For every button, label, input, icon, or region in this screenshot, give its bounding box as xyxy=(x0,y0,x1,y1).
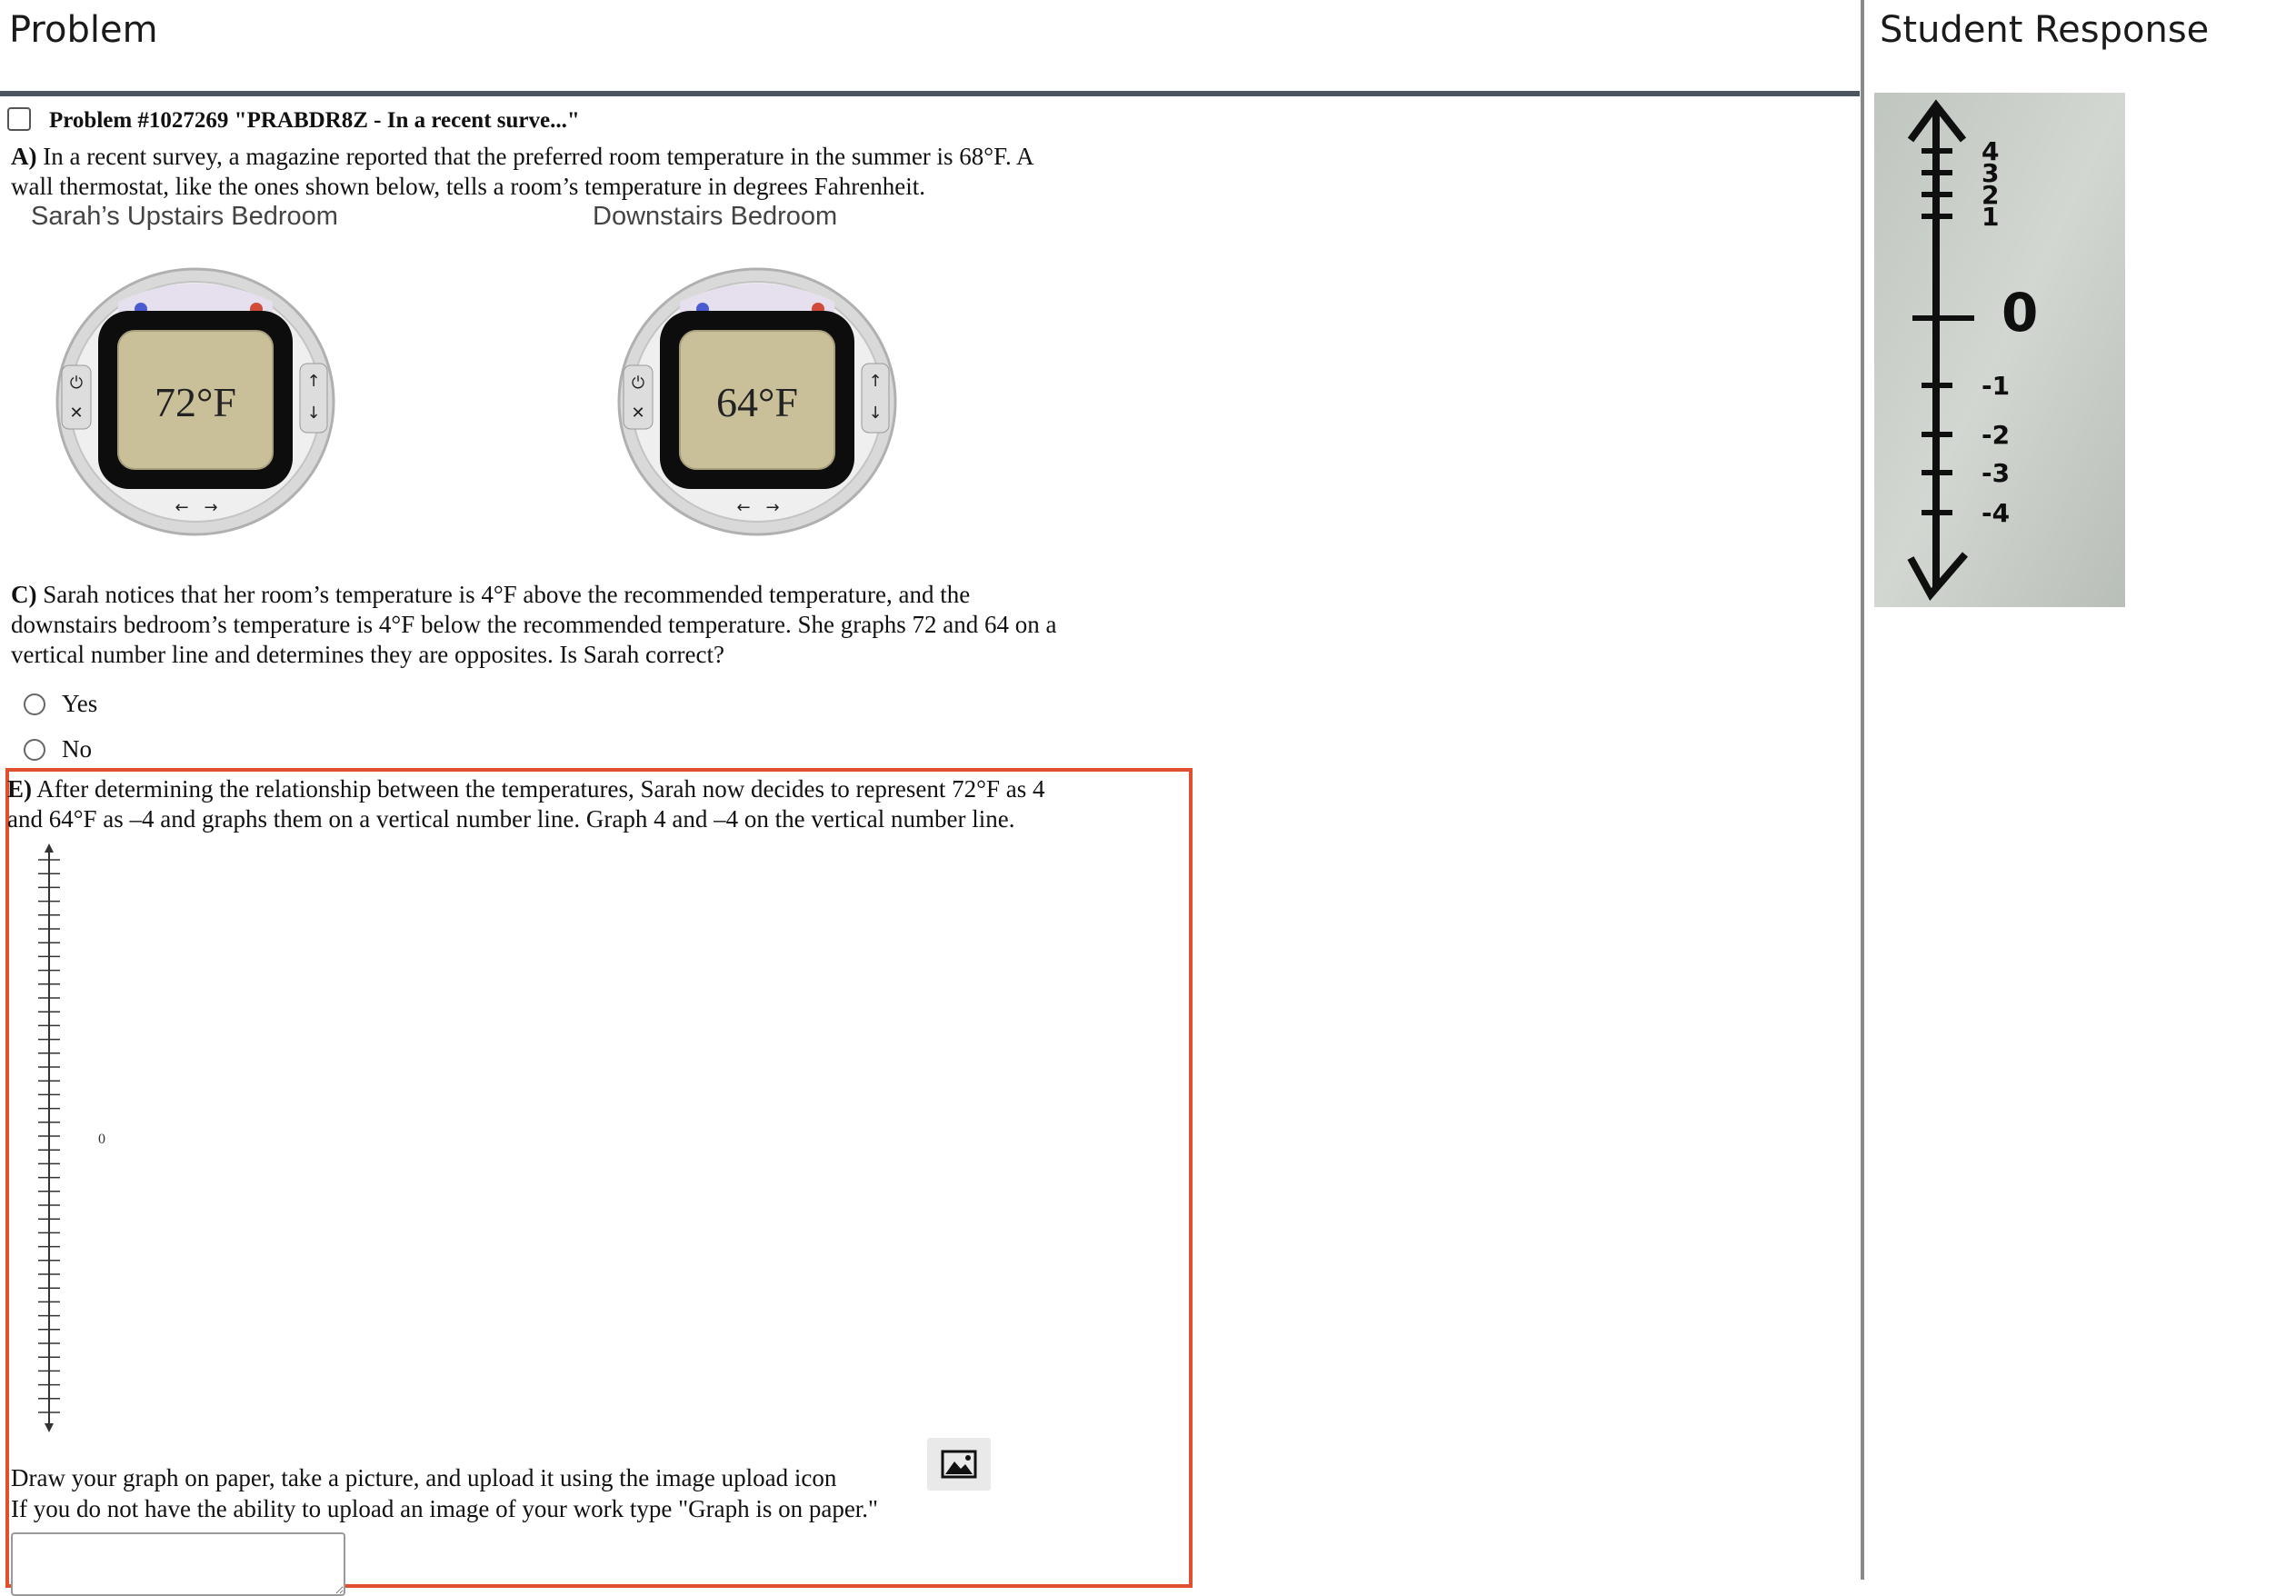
problem-checkbox[interactable] xyxy=(7,107,31,131)
response-label: -3 xyxy=(1982,458,2011,488)
answer-textarea[interactable] xyxy=(11,1532,345,1596)
response-label: 2 xyxy=(1982,180,2000,210)
radio-button[interactable] xyxy=(24,739,45,761)
close-icon: ✕ xyxy=(69,404,84,423)
close-icon: ✕ xyxy=(631,404,645,423)
upload-instruction: Draw your graph on paper, take a picture, and upload it using the image upload icon xyxy=(11,1464,837,1491)
number-line-zero-label: 0 xyxy=(98,1132,105,1147)
student-response-title: Student Response xyxy=(1880,9,2210,51)
response-label: -1 xyxy=(1982,371,2011,401)
part-a-label: A) xyxy=(11,143,37,170)
power-icon: ⏻ xyxy=(69,374,84,393)
thermostat-reading-downstairs: 64°F xyxy=(716,379,798,425)
down-arrow-icon: ↓ xyxy=(306,404,321,423)
thermostat-label-upstairs: Sarah’s Upstairs Bedroom xyxy=(31,202,338,231)
part-c-label: C) xyxy=(11,581,37,608)
radio-label-no: No xyxy=(62,735,92,763)
response-label: 1 xyxy=(1982,202,2000,232)
problem-title: Problem #1027269 "PRABDR8Z - In a recent surve..." xyxy=(49,108,580,133)
pane-divider[interactable] xyxy=(1861,0,1864,1580)
up-arrow-icon: ↑ xyxy=(868,372,883,391)
radio-button[interactable] xyxy=(24,693,45,715)
left-arrow-icon: ← xyxy=(736,498,751,517)
radio-option-no[interactable] xyxy=(24,734,92,764)
response-label: -4 xyxy=(1982,498,2011,528)
radio-label-yes: Yes xyxy=(62,690,98,717)
response-label: -2 xyxy=(1982,420,2011,450)
left-arrow-icon: ← xyxy=(175,498,189,517)
response-label: 0 xyxy=(2002,282,2039,344)
response-label: 3 xyxy=(1982,158,2000,188)
part-c-text: C) Sarah notices that her room’s temperature is 4°F above the recommended temperature, and the downstairs bedroom’s temperature is 4°F below the recommended temperature. She graphs 72 and 64 on a vertical number line and determines they are opposites. Is Sarah correct? xyxy=(11,581,1057,668)
thermostat-label-downstairs: Downstairs Bedroom xyxy=(593,202,838,231)
part-e-text: E) After determining the relationship between the temperatures, Sarah now decides to represent 72°F as 4 and 64°F as –4 and graphs them on a vertical number line. Graph 4 and –4 on the vertical number line. xyxy=(7,775,1045,833)
power-icon: ⏻ xyxy=(631,374,645,393)
right-arrow-icon: → xyxy=(204,498,218,517)
header-divider xyxy=(0,91,1860,96)
down-arrow-icon: ↓ xyxy=(868,404,883,423)
fallback-instruction: If you do not have the ability to upload an image of your work type "Graph is on paper." xyxy=(11,1495,879,1522)
up-arrow-icon: ↑ xyxy=(306,372,321,391)
student-response-pane xyxy=(1865,0,2296,1580)
thermostat-downstairs xyxy=(616,265,907,538)
problem-pane-title: Problem xyxy=(9,9,158,51)
radio-option-yes[interactable] xyxy=(24,689,97,719)
thermostat-reading-upstairs: 72°F xyxy=(155,379,236,425)
response-label: 4 xyxy=(1982,136,2000,166)
image-upload-icon xyxy=(941,1450,977,1479)
part-e-label: E) xyxy=(7,775,32,803)
student-response-image[interactable] xyxy=(1874,93,2125,607)
right-arrow-icon: → xyxy=(765,498,780,517)
thermostat-upstairs xyxy=(55,265,345,538)
image-upload-button[interactable] xyxy=(927,1438,991,1491)
vertical-number-line xyxy=(33,843,142,1438)
part-a-text: A) In a recent survey, a magazine reported that the preferred room temperature in the summer is 68°F. A wall thermostat, like the ones shown below, tells a room’s temperature in degrees Fahrenheit. xyxy=(11,143,1034,200)
